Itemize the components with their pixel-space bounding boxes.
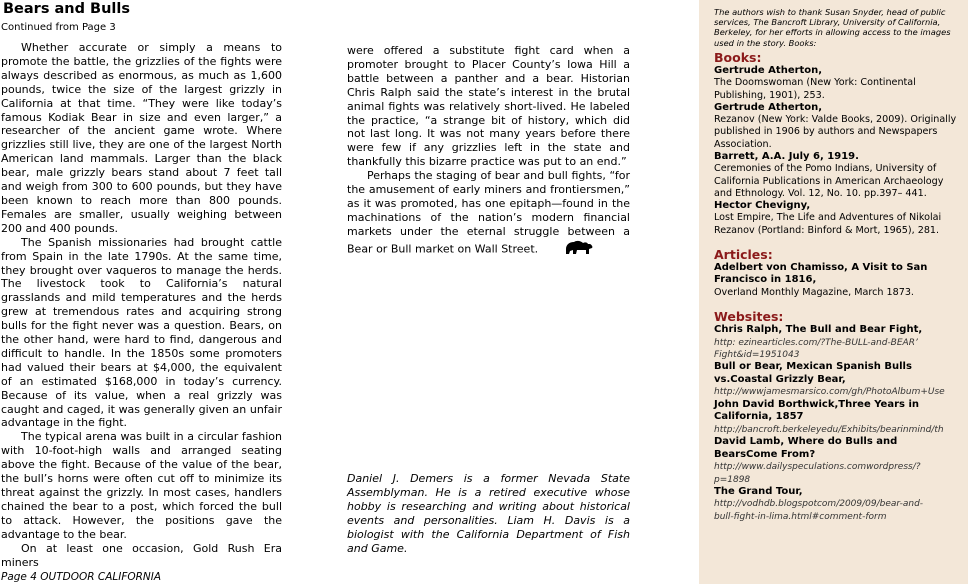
bear-end-mark-icon bbox=[544, 239, 594, 260]
website-entry bbox=[714, 324, 964, 361]
entry-url[interactable]: http: ezinearticles.com/?The-BULL-and-BEAR’ Fight&id=1951043 bbox=[714, 337, 918, 360]
page-footer: Page 4 OUTDOOR CALIFORNIA bbox=[1, 571, 162, 583]
entry-author: Gertrude Atherton, bbox=[714, 101, 823, 113]
references-sidebar bbox=[699, 0, 968, 584]
article-title: Bears and Bulls bbox=[3, 1, 130, 17]
website-entry bbox=[714, 361, 964, 398]
books-heading: Books: bbox=[714, 49, 762, 65]
entry-url[interactable]: http://vodhdb.blogspotcom/2009/09/bear-and- bull-fight-in-lima.html#comment-form bbox=[714, 499, 924, 522]
continued-note: Continued from Page 3 bbox=[1, 22, 116, 33]
entry-author: John David Borthwick,Three Years in California, 1857 bbox=[714, 398, 919, 423]
website-entry bbox=[714, 436, 964, 486]
column-left bbox=[1, 41, 282, 569]
entry-author: Barrett, A.A. July 6, 1919. bbox=[714, 150, 859, 162]
paragraph: On at least one occasion, Gold Rush Era miners bbox=[1, 541, 282, 569]
entry-url[interactable]: http://www.dailyspeculations.comwordpress/? p=1898 bbox=[714, 462, 921, 485]
column-middle bbox=[347, 44, 630, 260]
entry-author: The Grand Tour, bbox=[714, 485, 803, 497]
paragraph-text: Perhaps the staging of bear and bull fights, “for the amusement of early miners and frontiersmen,” as it was promoted, has one epitaph—found in the machinations of the nation’s modern financial markets under the eternal struggle between a Bear or Bull market on Wall Street. bbox=[347, 169, 630, 256]
entry-author: David Lamb, Where do Bulls and BearsCome From? bbox=[714, 436, 898, 460]
entry-url[interactable]: http://bancroft.berkeleyedu/Exhibits/bearinmind/th bbox=[714, 424, 944, 435]
book-entry bbox=[714, 151, 964, 200]
entry-author: Bull or Bear, Mexican Spanish Bulls vs.Coastal Grizzly Bear, bbox=[714, 361, 912, 385]
entry-author: Gertrude Atherton, bbox=[714, 64, 823, 76]
articles-heading: Articles: bbox=[714, 246, 773, 262]
paragraph: Whether accurate or simply a means to promote the battle, the grizzlies of the fights were always described as enormous, as much as 1,600 pounds, twice the size of the largest grizzly in California at that time. “They were like today’s famous Kodiak Bear in size and even larger,” a researcher of the ancient game wrote. Where grizzlies still live, they are one of the largest North American land mammals. Larger than the black bear, male grizzly bears stand about 7 feet tall and weigh from 300 to 600 pounds, but they have been known to reach more than 800 pounds. Females are smaller, usually weighing between 200 and 400 pounds. bbox=[1, 41, 282, 235]
websites-heading: Websites: bbox=[714, 309, 784, 325]
author-bio: Daniel J. Demers is a former Nevada State Assemblyman. He is a retired executive whose hobby is researching and writing about historical events and personalities. Liam H. Davis is a biologist with the California Department of Fish and Game. bbox=[347, 472, 630, 555]
paragraph: The Spanish missionaries had brought cattle from Spain in the late 1790s. At the same time, they brought over vaqueros to manage the herds. The livestock took to California’s natural grasslands and mild temperatures and the herds grew at tremendous rates and acquiring strong bulls for the fight never was a question. Bears, on the other hand, were hard to find, dangerous and difficult to handle. In the 1850s some promoters had valued their bears at $4,000, the equivalent of an estimated $168,000 in today’s currency. Because of its value, when a real grizzly was caught and caged, it was generally given an unfair advantage in the fight. bbox=[1, 235, 282, 430]
book-entry bbox=[714, 102, 964, 151]
entry-text: Rezanov (New York: Valde Books, 2009). Originally published in 1906 by authors and Newspapers Association. bbox=[714, 114, 957, 150]
entry-text: Overland Monthly Magazine, March 1873. bbox=[714, 286, 914, 298]
entry-text: Ceremonies of the Pomo Indians, University of California Publications in American Archaeology and Ethnology. Vol. 12, No. 10. pp.397– 441. bbox=[714, 163, 944, 199]
website-entry bbox=[714, 399, 964, 436]
website-entry bbox=[714, 486, 964, 523]
paragraph: were offered a substitute fight card when a promoter brought to Placer County’s Iowa Hill a battle between a panther and a bear. Historian Chris Ralph said the state’s interest in the brutal animal fights was relatively short-lived. He labeled the practice, “a strange bit of history, which did not last long. It was not many years before there were few if any grizzlies left in the state and thankfully this bizarre practice was put to an end.” bbox=[347, 44, 630, 169]
acknowledgement: The authors wish to thank Susan Snyder, head of public services, The Bancroft Library, University of California, Berkeley, for her efforts in allowing access to the images used in the story. Books: bbox=[714, 7, 951, 48]
entry-url[interactable]: http://wwwjamesmarsico.com/gh/PhotoAlbum+Use bbox=[714, 387, 945, 398]
entry-text: Lost Empire, The Life and Adventures of Nikolai Rezanov (Portland: Binford & Mort, 1965), 281. bbox=[714, 212, 942, 236]
paragraph bbox=[347, 169, 630, 259]
book-entry bbox=[714, 200, 964, 237]
entry-text: The Doomswoman (New York: Continental Publishing, 1901), 253. bbox=[714, 77, 916, 101]
entry-author: Adelbert von Chamisso, A Visit to San Francisco in 1816, bbox=[714, 261, 928, 286]
book-entry bbox=[714, 65, 964, 102]
paragraph: The typical arena was built in a circular fashion with 10-foot-high walls and arranged seating above the fight. Because of the value of the bear, the bull’s horns were often cut off to minimize its threat against the grizzly. In most cases, handlers chained the bear to a post, which forced the bull to attack. However, the positions gave the advantage to the bear. bbox=[1, 430, 282, 541]
entry-author: Chris Ralph, The Bull and Bear Fight, bbox=[714, 324, 923, 336]
entry-author: Hector Chevigny, bbox=[714, 199, 811, 211]
article-entry bbox=[714, 262, 964, 299]
